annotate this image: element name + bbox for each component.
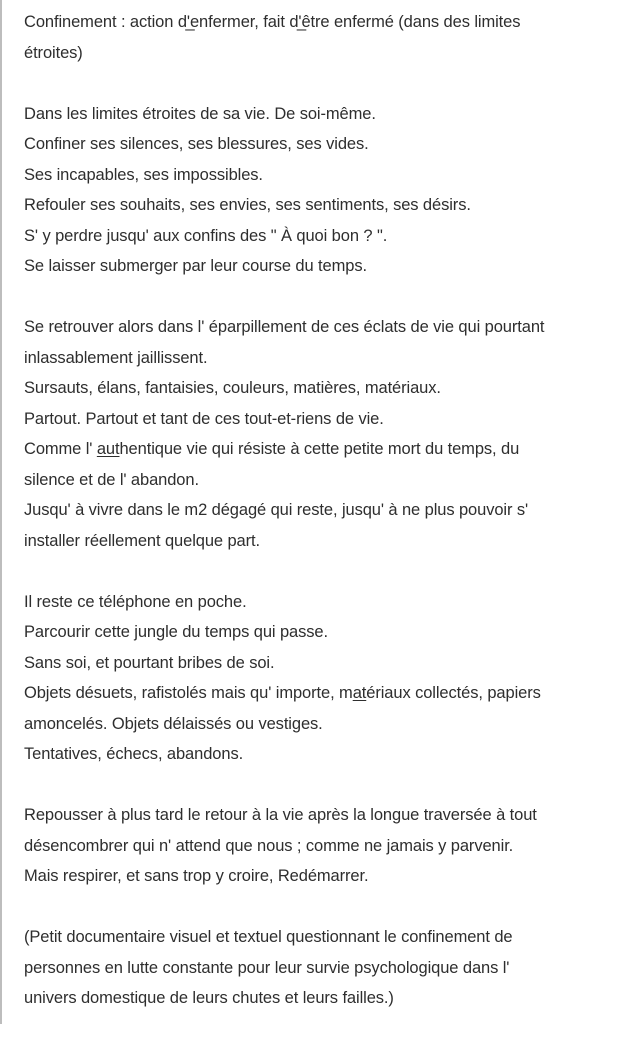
text-line: Ses incapables, ses impossibles. — [24, 165, 263, 184]
underlined-segment: aut — [96, 440, 120, 458]
text-line-underlined — [24, 434, 620, 465]
paragraph-restart — [24, 800, 620, 892]
text-line: inlassablement jaillissent. — [24, 348, 208, 367]
paragraph-caption — [24, 922, 620, 1014]
text-line: Parcourir cette jungle du temps qui passe. — [24, 623, 328, 641]
text-line: Refouler ses souhaits, ses envies, ses sentiments, ses désirs. — [24, 196, 471, 214]
text-line: Dans les limites étroites de sa vie. De soi-même. — [24, 104, 376, 123]
paragraph-definition — [24, 7, 620, 68]
text-line: amoncelés. Objets délaissés ou vestiges. — [24, 714, 323, 733]
paragraph-fragments — [24, 312, 620, 556]
text-line: Se retrouver alors dans l' éparpillement de ces éclats de vie qui pourtant — [24, 318, 545, 336]
text-line: désencombrer qui n' attend que nous ; comme ne jamais y parvenir. — [24, 836, 514, 855]
text-line: Repousser à plus tard le retour à la vie après la longue traversée à tout — [24, 806, 537, 824]
text-line-underlined — [24, 678, 620, 709]
text-line: silence et de l' abandon. — [24, 470, 199, 489]
text-line: Il reste ce téléphone en poche. — [24, 592, 247, 611]
text-line: Sans soi, et pourtant bribes de soi. — [24, 653, 275, 672]
paragraph-limits — [24, 99, 620, 282]
text-segment: ériaux collectés, papiers — [366, 684, 541, 702]
text-line: Partout. Partout et tant de ces tout-et-riens de vie. — [24, 409, 384, 428]
text-line: Confiner ses silences, ses blessures, ses vides. — [24, 135, 369, 153]
document-text — [24, 7, 620, 1044]
text-line: personnes en lutte constante pour leur survie psychologique dans l' — [24, 958, 510, 977]
text-line: Confinement : action d'̲enfermer, fait d'̲être enfermé (dans des limites — [24, 13, 521, 31]
text-line: Sursauts, élans, fantaisies, couleurs, matières, matériaux. — [24, 379, 441, 397]
text-line: Tentatives, échecs, abandons. — [24, 745, 244, 763]
paragraph-phone — [24, 587, 620, 770]
text-line: Jusqu' à vivre dans le m2 dégagé qui reste, jusqu' à ne plus pouvoir s' — [24, 501, 529, 519]
text-line: Mais respirer, et sans trop y croire, Redémarrer. — [24, 867, 369, 885]
underlined-segment: at — [352, 684, 367, 702]
text-line: univers domestique de leurs chutes et leurs failles.) — [24, 989, 394, 1007]
text-line: installer réellement quelque part. — [24, 531, 260, 550]
text-segment: Objets désuets, rafistolés mais qu' importe, m — [24, 684, 353, 702]
text-segment: Comme l' — [24, 440, 97, 458]
text-line: étroites) — [24, 43, 83, 62]
text-line: (Petit documentaire visuel et textuel questionnant le confinement de — [24, 928, 513, 946]
text-segment: hentique vie qui résiste à cette petite mort du temps, du — [119, 440, 520, 458]
text-line: Se laisser submerger par leur course du temps. — [24, 257, 367, 275]
text-line: S' y perdre jusqu' aux confins des " À quoi bon ? ". — [24, 226, 388, 245]
